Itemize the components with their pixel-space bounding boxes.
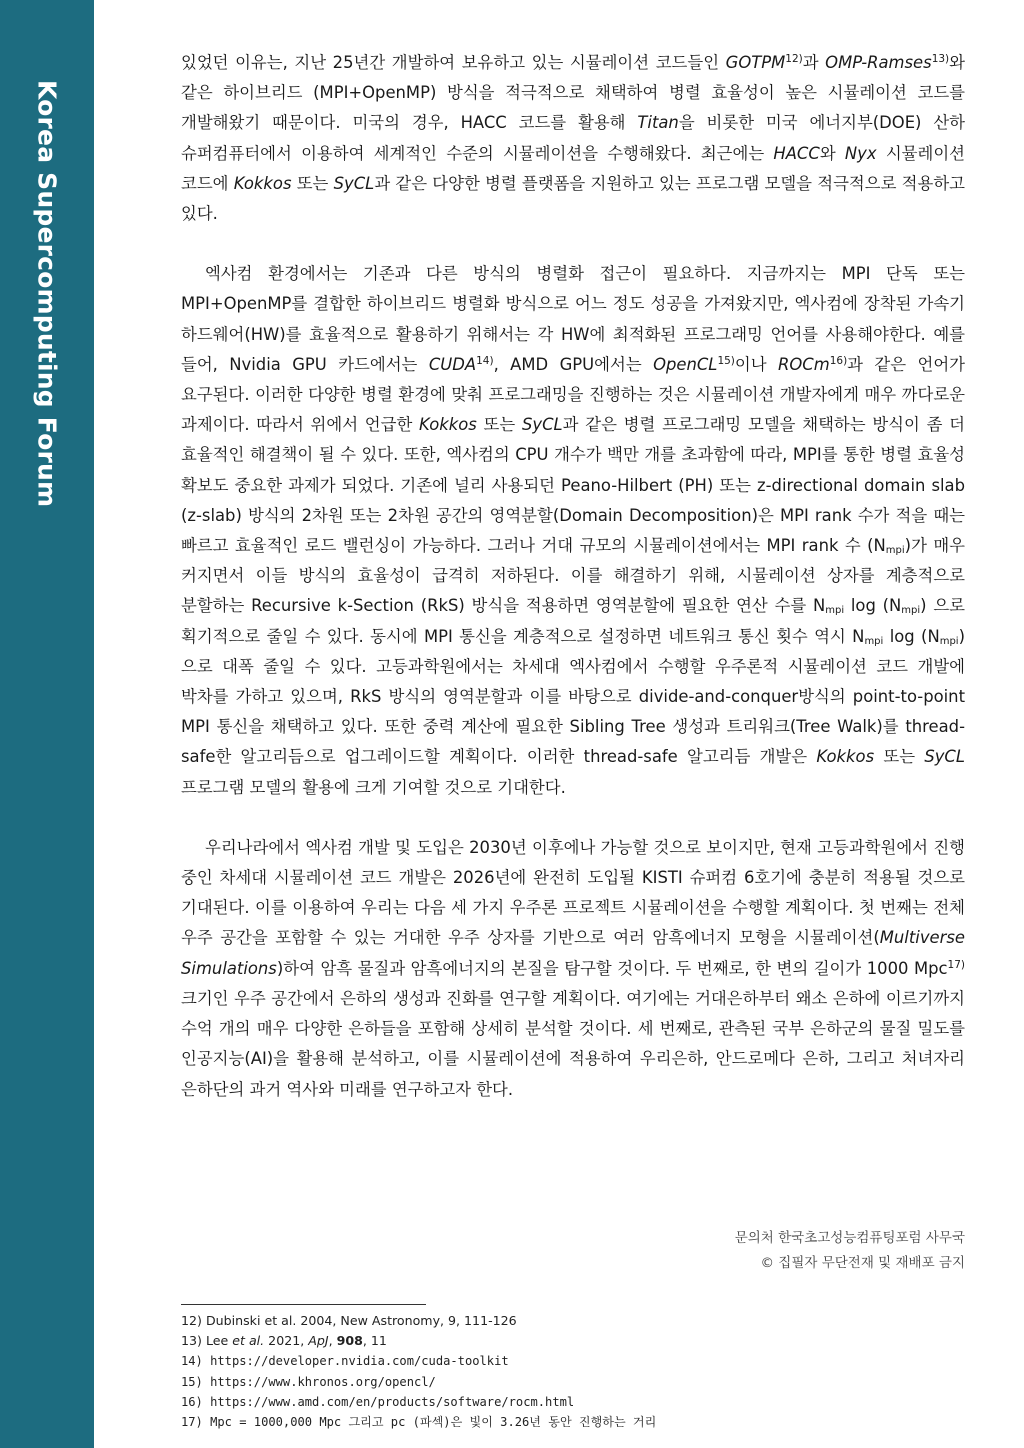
text-run: 15): [717, 354, 735, 367]
footnote-divider: [181, 1304, 426, 1305]
footnote-13: 13) Lee et al. 2021, ApJ, 908, 11: [181, 1333, 387, 1349]
text-run: HACC: [773, 143, 820, 163]
text-run: Kokkos: [233, 173, 292, 193]
text-run: 908: [336, 1333, 363, 1349]
side-banner: [0, 0, 94, 1448]
text-run: 14): [476, 354, 494, 367]
text-run: 15) https://www.khronos.org/opencl/: [181, 1374, 436, 1389]
text-run: mpi: [864, 635, 884, 647]
text-run: OpenCL: [653, 354, 718, 374]
text-run: et al.: [232, 1333, 265, 1349]
contact-line: 문의처 한국초고성능컴퓨팅포럼 사무국: [734, 1230, 965, 1246]
footnote-15-link[interactable]: [181, 1372, 971, 1392]
text-run: SyCL: [521, 415, 563, 435]
text-run: mpi: [901, 605, 921, 617]
text-run: ROCm: [778, 354, 830, 374]
text-run: ApJ: [308, 1333, 329, 1349]
source-note: [735, 1226, 965, 1276]
text-run: mpi: [885, 545, 905, 557]
footnote-14-link[interactable]: [181, 1351, 971, 1371]
footnote-12: 12) Dubinski et al. 2004, New Astronomy, 9, 111-126: [181, 1313, 517, 1328]
text-run: mpi: [939, 635, 959, 647]
text-run: 12): [785, 53, 803, 65]
text-run: SyCL: [924, 747, 965, 767]
text-run: Nyx: [844, 143, 877, 163]
text-run: OMP-Ramses: [825, 53, 932, 72]
text-run: GOTPM: [725, 53, 786, 72]
paragraph: 엑사컴 환경에서는 기존과 다른 방식의 병렬화 접근이 필요하다. 지금까지는 MPI 단독 또는 MPI+OpenMP를 결합한 하이브리드 병렬화 방식으로 어느 정도 성공을 가져왔지만, 엑사컴에 장착된 가속기 하드웨어(HW)를 효율적으로 활용하기 위해서는 각 HW에 최적화된 프로그래밍 언어를 사용해야한다. 예를 들어, Nvidia GPU 카드에서는 CUDA$^{14)}$, AMD GPU에서는 OpenCL$^{15)}$이나 ROCm$^{16)}$과 같은 언어가 요구된다. 이러한 다양한 병렬 환경에 맞춰 프로그래밍을 진행하는 것은 시뮬레이션 개발자에게 매우 까다로운 과제이다. 따라서 위에서 언급한 Kokkos 또는 SyCL과 같은 병렬 프로그래밍 모델을 채택하는 방식이 좀 더 효율적인 해결책이 될 수 있다. 또한, 엑사컴의 CPU 개수가 백만 개를 초과함에 따라, MPI를 통한 병렬 효율성 확보도 중요한 과제가 되었다. 기존에 널리 사용되던 Peano-Hilbert (PH) 또는 z-directional domain slab (z-slab) 방식의 2차원 또는 2차원 공간의 영역분할(Domain Decomposition)은 MPI rank 수가 적을 때는 빠르고 효율적인 로드 밸런싱이 가능하다. 그러나 거대 규모의 시뮬레이션에서는 MPI rank 수 $(N_{mpi})$가 매우 커지면서 이들 방식의 효율성이 급격히 저하된다. 이를 해결하기 위해, 시뮬레이션 상자를 계층적으로 분할하는 Recursive k-Section (RkS) 방식을 적용하면 영역분할에 필요한 연산 수를 $N_{mpi}$ $\log (N_{mpi})$ 으로 획기적으로 줄일 수 있다. 동시에 MPI 통신을 계층적으로 설정하면 네트워크 통신 횟수 역시 $N_{mpi}$ $\log (N_{mpi})$으로 대폭 줄일 수 있다. 고등과학원에서는 차세대 엑사컴에서 수행할 우주론적 시뮬레이션 코드 개발에 박차를 가하고 있으며, RkS 방식의 영역분할과 이를 바탕으로 divide-and-conquer방식의 point-to-point MPI 통신을 채택하고 있다. 또한 중력 계산에 필요한 Sibling Tree 생성과 트리워크(Tree Walk)를 thread-safe한 알고리듬으로 업그레이드할 계획이다. 이러한 thread-safe 알고리듬 개발은 Kokkos 또는 SyCL 프로그램 모델의 활용에 크게 기여할 것으로 기대한다.: [181, 264, 966, 797]
text-run: Titan: [637, 113, 679, 133]
paragraph: 있었던 이유는, 지난 25년간 개발하여 보유하고 있는 시뮬레이션 코드들인 GOTPM$^{12)}$과 OMP-Ramses$^{13)}$와 같은 하이브리드 (MPI+OpenMP) 방식을 적극적으로 채택하여 병렬 효율성이 높은 시뮬레이션 코드를 개발해왔기 때문이다. 미국의 경우, HACC 코드를 활용해 Titan을 비롯한 미국 에너지부(DOE) 산하 슈퍼컴퓨터에서 이용하여 세계적인 수준의 시뮬레이션을 수행해왔다. 최근에는 HACC와 Nyx 시뮬레이션 코드에 Kokkos 또는 SyCL과 같은 다양한 병렬 플랫폼을 지원하고 있는 프로그램 모델을 적극적으로 적용하고 있다.: [181, 53, 965, 224]
text-run: 16): [829, 354, 848, 367]
text-run: 17) Mpc = 1000,000 Mpc 그리고 pc (파섹)은 빛이 3.26년 동안 진행하는 거리: [181, 1415, 657, 1430]
text-run: mpi: [825, 605, 845, 617]
text-run: 16) https://www.amd.com/en/products/software/rocm.html: [181, 1394, 575, 1409]
text-run: CUDA: [428, 354, 477, 374]
footnotes: [181, 1311, 971, 1432]
text-run: Kokkos: [816, 747, 875, 767]
copyright-line: © 집필자 무단전재 및 재배포 금지: [760, 1255, 965, 1271]
paragraph: 우리나라에서 엑사컴 개발 및 도입은 2030년 이후에나 가능할 것으로 보이지만, 현재 고등과학원에서 진행 중인 차세대 시뮬레이션 코드 개발은 2026년에 완전히 도입될 KISTI 슈퍼컴 6호기에 충분히 적용될 것으로 기대된다. 이를 이용하여 우리는 다음 세 가지 우주론 프로젝트 시뮬레이션을 수행할 계획이다. 첫 번째는 전체 우주 공간을 포함할 수 있는 거대한 우주 상자를 기반으로 여러 암흑에너지 모형을 시뮬레이션(Multiverse Simulations)하여 암흑 물질과 암흑에너지의 본질을 탐구할 것이다. 두 번째로, 한 변의 길이가 1000 Mpc$^{17)}$ 크기인 우주 공간에서 은하의 생성과 진화를 연구할 계획이다. 여기에는 거대은하부터 왜소 은하에 이르기까지 수억 개의 매우 다양한 은하들을 포함해 상세히 분석할 것이다. 세 번째로, 관측된 국부 은하군의 물질 밀도를 인공지능(AI)을 활용해 분석하고, 이를 시뮬레이션에 적용하여 우리은하, 안드로메다 은하, 그리고 처녀자리 은하단의 과거 역사와 미래를 연구하고자 한다.: [181, 837, 965, 1099]
footnote-16-link[interactable]: [181, 1392, 971, 1412]
footnote-17: [181, 1412, 971, 1432]
text-run: Multiverse Simulations: [181, 928, 965, 978]
text-run: Kokkos: [419, 415, 477, 435]
text-run: SyCL: [333, 173, 375, 193]
text-run: 13): [931, 53, 950, 65]
sidebar-title: Korea Supercomputing Forum: [32, 80, 62, 508]
text-run: 14) https://developer.nvidia.com/cuda-toolkit: [181, 1354, 509, 1369]
article-body: [181, 48, 965, 1105]
text-run: 17): [947, 958, 965, 971]
